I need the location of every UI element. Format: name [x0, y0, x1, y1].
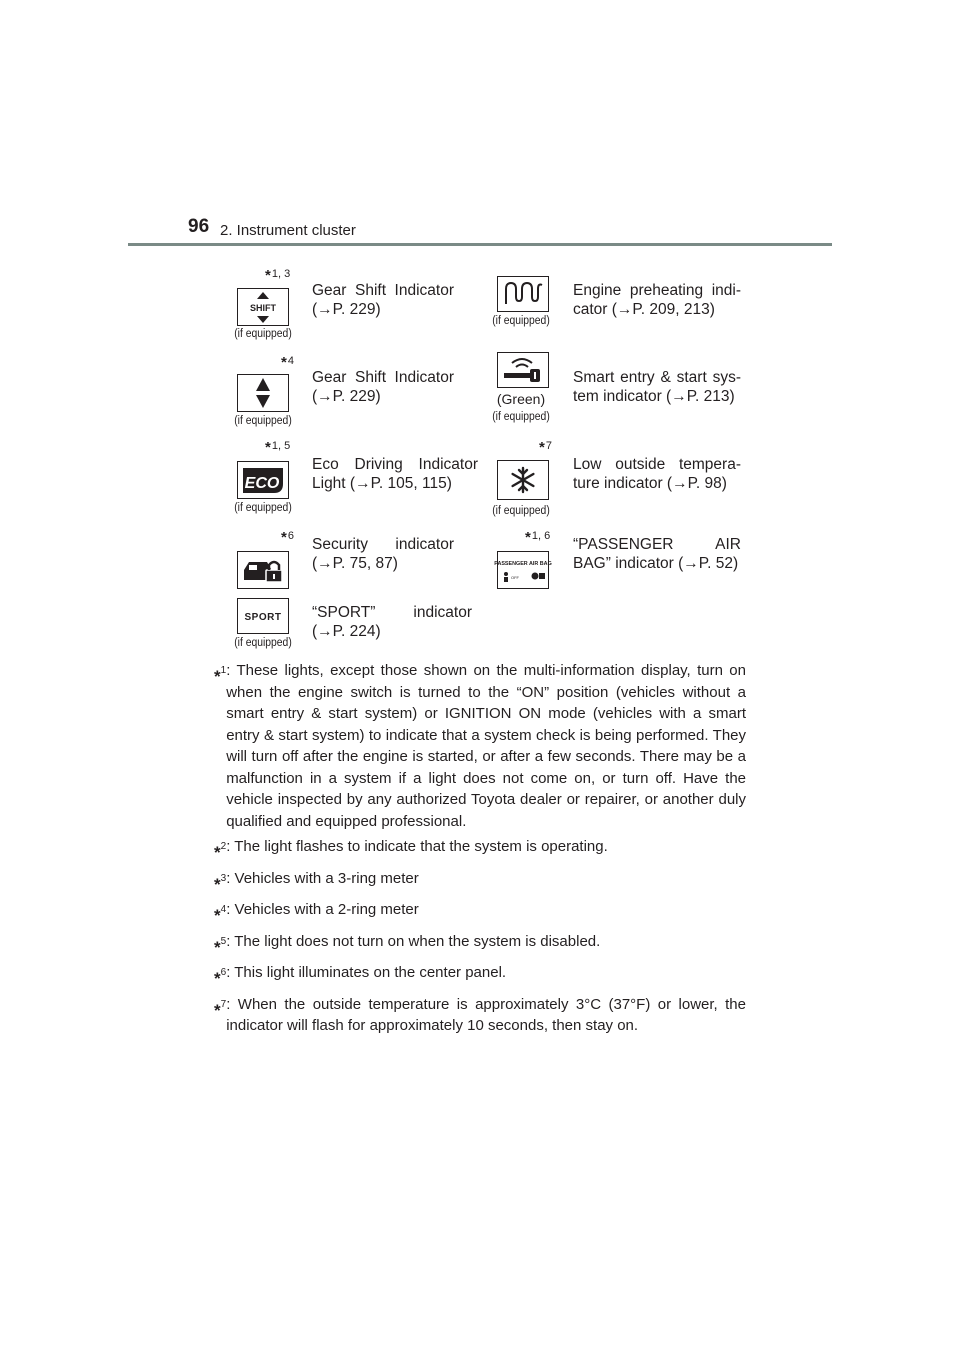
if-equipped-label: (if equipped) — [234, 328, 292, 340]
shift-icon — [237, 288, 289, 326]
section-title: 2. Instrument cluster — [220, 222, 356, 239]
svg-text:OFF: OFF — [511, 575, 519, 580]
indicator-description: Gear Shift Indicator (→P. 229) — [312, 369, 454, 405]
eco-icon — [237, 461, 289, 499]
page-number: 96 — [188, 216, 210, 237]
passenger-airbag-icon — [494, 551, 552, 589]
if-equipped-label: (if equipped) — [234, 637, 292, 649]
snowflake-icon — [497, 460, 549, 500]
footnote-ref: *1, 5 — [265, 439, 291, 456]
if-equipped-label: (if equipped) — [234, 502, 292, 514]
footnote-ref: *7 — [539, 439, 552, 456]
indicator-description: Low outside tempera-ture indicator (→P. 98) — [573, 456, 741, 492]
footnote: *$^5$ : The light does not turn on when the system is disabled. — [214, 932, 601, 957]
security-lock-icon — [237, 551, 289, 589]
smart-key-icon — [497, 352, 549, 388]
up-down-arrows-icon — [237, 374, 289, 412]
footnote: *$^4$ : Vehicles with a 2-ring meter — [214, 901, 419, 925]
sport-icon — [237, 598, 289, 634]
header-divider — [128, 243, 832, 246]
indicator-description: Gear Shift Indicator (→P. 229) — [312, 282, 454, 318]
footnote: *$^1$ : These lights, except those shown on the multi-information display, turn on when the engine switch is turned to the “ON” position (vehicles without a smart entry & start system) or IGNITION ON mode (vehicles with a smart entry & start system) to indicate that a system check is being performed. They will turn off after the engine is started, or after a few seconds. There may be a malfunction in a system if a light does not come on, or turn off. Have the vehicle inspected by any authorized Toyota dealer or repairer, or another duly qualified and equipped professional. — [214, 662, 746, 830]
footnote-ref: *1, 6 — [525, 529, 551, 546]
indicator-description: Smart entry & start sys-tem indicator (→P. 213) — [573, 369, 741, 405]
footnote-ref: *6 — [281, 529, 294, 546]
footnote: *$^2$ : The light flashes to indicate that the system is operating. — [214, 838, 608, 862]
footnote-ref: *4 — [281, 354, 294, 371]
color-note: (Green) — [496, 391, 546, 407]
indicator-description: “PASSENGER AIR BAG” indicator (→P. 52) — [573, 536, 741, 572]
svg-text:ECO: ECO — [244, 475, 280, 492]
indicator-description: Eco Driving Indicator Light (→P. 105, 115) — [312, 456, 478, 492]
if-equipped-label: (if equipped) — [492, 505, 550, 517]
indicator-description: “SPORT” indicator (→P. 224) — [312, 604, 472, 640]
engine-preheat-icon — [497, 276, 549, 312]
svg-text:PASSENGER AIR BAG: PASSENGER AIR BAG — [494, 561, 552, 567]
if-equipped-label: (if equipped) — [492, 315, 550, 327]
footnote: *$^6$ : This light illuminates on the center panel. — [214, 964, 507, 988]
indicator-description: Security indicator (→P. 75, 87) — [312, 536, 454, 572]
footnotes — [214, 660, 746, 1041]
footnote-ref: *1, 3 — [265, 267, 291, 284]
svg-text:SHIFT: SHIFT — [250, 303, 276, 313]
if-equipped-label: (if equipped) — [492, 411, 550, 423]
if-equipped-label: (if equipped) — [234, 415, 292, 427]
svg-text:SPORT: SPORT — [244, 612, 282, 623]
footnote: *$^3$ : Vehicles with a 3-ring meter — [214, 869, 419, 894]
indicator-description: Engine preheating indi-cator (→P. 209, 213) — [573, 282, 741, 318]
footnote: *$^7$ : When the outside temperature is approximately 3°C (37°F) or lower, the indicator will flash for approximately 10 seconds, then stay on. — [214, 995, 746, 1034]
